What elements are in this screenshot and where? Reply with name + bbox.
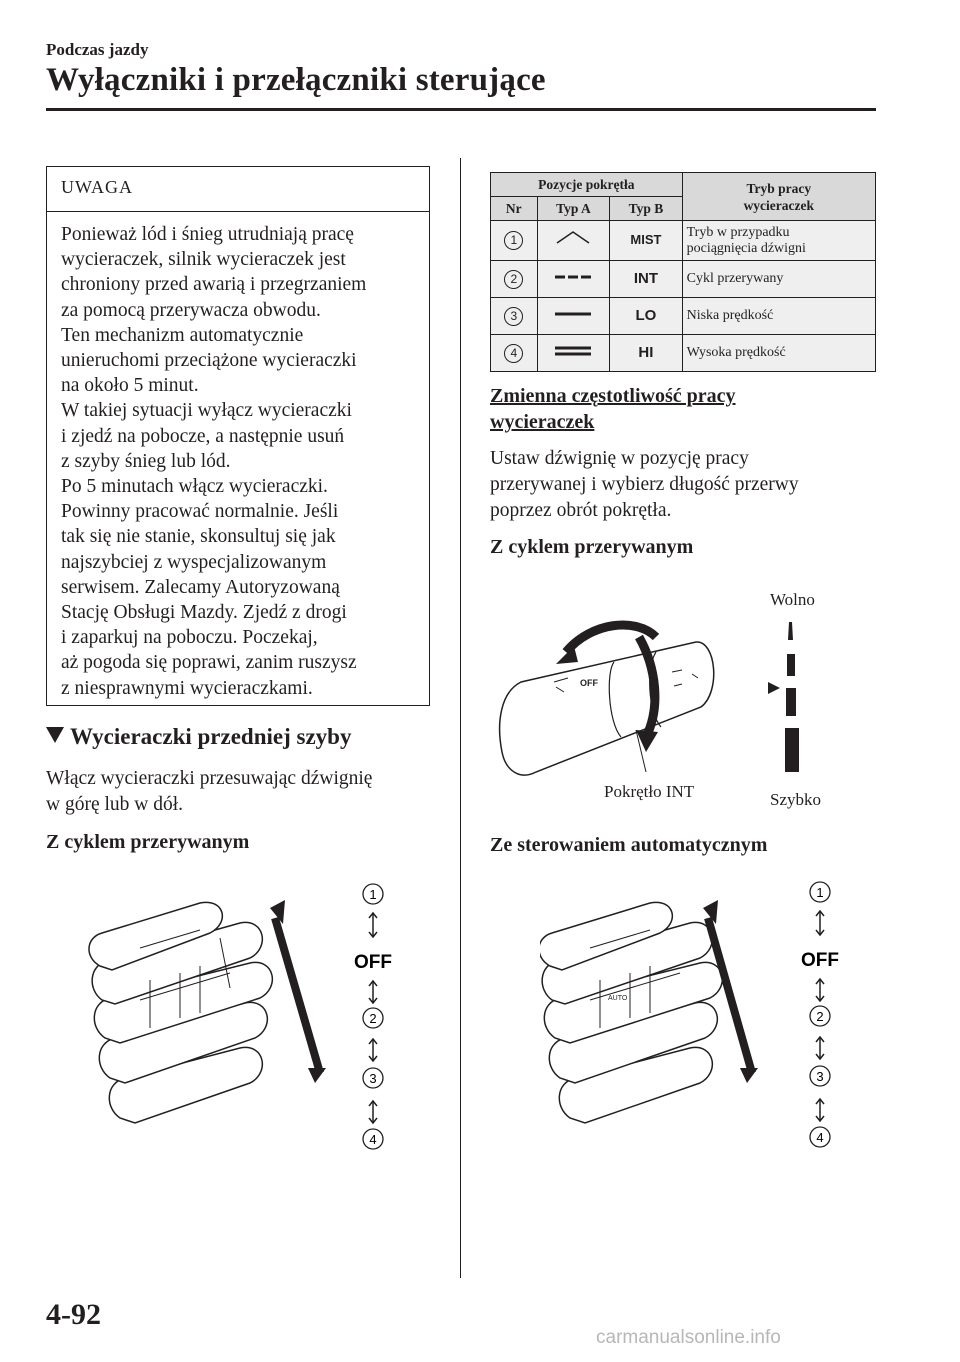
note-line: unieruchomi przeciążone wycieraczki: [61, 350, 357, 372]
lever-off-label: OFF: [580, 678, 598, 688]
sequence-label: 3: [369, 1071, 377, 1086]
note-line: W takiej sytuacji wyłącz wycieraczki: [61, 400, 352, 422]
mode-description: Cykl przerywany: [682, 261, 875, 298]
note-line: z szyby śnieg lub lód.: [61, 450, 231, 472]
int-knob-illustration: [496, 612, 726, 782]
note-line: na około 5 minut.: [61, 375, 199, 397]
paragraph-line: Włącz wycieraczki przesuwając dźwignię: [46, 768, 373, 789]
sequence-label: 2: [816, 1009, 824, 1024]
paragraph-line: przerywanej i wybierz długość przerwy: [490, 474, 799, 495]
table-header-type-b: Typ B: [610, 197, 682, 221]
paragraph-line: w górę lub w dół.: [46, 794, 184, 815]
paragraph-line: Ustaw dźwignię w pozycję pracy: [490, 448, 749, 469]
sequence-label: 4: [369, 1132, 377, 1147]
row-number: 4: [504, 344, 523, 363]
type-b-label: HI: [638, 344, 654, 361]
note-line: chroniony przed awarią i przegrzaniem: [61, 274, 367, 296]
row-number: 2: [504, 270, 523, 289]
int-dashes-icon: [551, 272, 595, 282]
note-line: Po 5 minutach włącz wycieraczki.: [61, 476, 328, 498]
table-row: [491, 221, 876, 261]
note-line: aż pogoda się poprawi, zanim ruszysz: [61, 652, 357, 674]
sequence-label: 1: [369, 887, 377, 902]
slow-caption: Wolno: [770, 590, 815, 609]
table-row: [491, 298, 876, 335]
mist-chevron-icon: [553, 230, 593, 246]
caution-note: [46, 166, 430, 706]
updown-arrow-icon: [369, 1039, 377, 1061]
pointer-icon: [768, 682, 780, 694]
table-header-mode: [682, 173, 875, 221]
note-line: Stację Obsługi Mazdy. Zjedź z drogi: [61, 602, 347, 624]
sequence-off: OFF: [354, 952, 392, 973]
auto-wiper-lever-illustration: [540, 888, 770, 1158]
wiper-lever-illustration: [80, 888, 340, 1158]
subheading: Z cyklem przerywanym: [490, 536, 694, 558]
speed-scale: [762, 618, 812, 788]
knob-position-table: [490, 172, 876, 372]
section-label: Podczas jazdy: [46, 40, 149, 59]
updown-arrow-icon: [816, 1037, 824, 1059]
watermark: carmanualsonline.info: [596, 1327, 781, 1348]
updown-arrow-icon: [369, 981, 377, 1003]
note-line: najszybciej z wyspecjalizowanym: [61, 551, 327, 573]
section-heading-text: Wycieraczki przedniej szyby: [70, 724, 352, 749]
sequence-label: 4: [816, 1130, 824, 1145]
updown-arrow-icon: [816, 979, 824, 1001]
sequence-label: 1: [816, 885, 824, 900]
subheading: Ze sterowaniem automatycznym: [490, 834, 768, 856]
note-line: i zjedź na pobocze, a następnie usuń: [61, 425, 345, 447]
note-line: wycieraczek, silnik wycieraczek jest: [61, 249, 346, 271]
page-number: 4-92: [46, 1298, 101, 1331]
updown-arrow-icon: [369, 1101, 377, 1123]
note-line: serwisem. Zalecamy Autoryzowaną: [61, 576, 340, 598]
mode-description: pociągnięcia dźwigni: [686, 240, 806, 256]
table-header-group: Pozycje pokrętła: [491, 173, 683, 197]
hi-double-line-icon: [551, 344, 595, 358]
knob-caption: Pokrętło INT: [604, 782, 695, 801]
note-heading: UWAGA: [47, 167, 429, 212]
subsection-heading-line: Zmienna częstotliwość pracy: [490, 385, 736, 407]
updown-arrow-icon: [816, 1099, 824, 1121]
section-heading: [46, 724, 351, 750]
auto-position-sequence: [792, 878, 852, 1150]
paragraph: [490, 446, 799, 524]
note-body: [47, 212, 429, 701]
fast-caption: Szybko: [770, 790, 821, 809]
note-line: Ponieważ lód i śnieg utrudniają pracę: [61, 224, 354, 245]
sequence-off: OFF: [801, 950, 839, 971]
table-header-nr: Nr: [491, 197, 538, 221]
subsection-heading: [490, 383, 736, 435]
note-line: tak się nie stanie, skonsultuj się jak: [61, 526, 336, 548]
triangle-down-icon: [46, 727, 64, 743]
type-b-label: MIST: [630, 232, 662, 247]
note-line: Ten mechanizm automatycznie: [61, 324, 304, 346]
position-sequence: [345, 880, 405, 1152]
note-line: za pomocą przerywacza obwodu.: [61, 299, 321, 321]
note-line: i zaparkuj na poboczu. Poczekaj,: [61, 627, 318, 649]
table-header-type-a: Typ A: [537, 197, 610, 221]
updown-arrow-icon: [369, 913, 377, 937]
row-number: 1: [504, 231, 523, 250]
mode-description: Niska prędkość: [682, 298, 875, 335]
table-row: [491, 261, 876, 298]
subheading: Z cyklem przerywanym: [46, 831, 250, 853]
mode-description: Wysoka prędkość: [682, 335, 875, 372]
paragraph: [46, 766, 372, 818]
paragraph-line: poprzez obrót pokrętła.: [490, 500, 672, 521]
note-line: Powinny pracować normalnie. Jeśli: [61, 501, 339, 523]
table-header-mode-line: Tryb pracy: [746, 180, 812, 196]
updown-arrow-icon: [816, 911, 824, 935]
header-rule: [46, 108, 876, 111]
mode-description: Tryb w przypadku: [686, 224, 790, 240]
note-line: z niesprawnymi wycieraczkami.: [61, 677, 313, 699]
lever-auto-label: AUTO: [608, 995, 628, 1002]
type-b-label: INT: [633, 270, 658, 287]
lo-line-icon: [551, 309, 595, 319]
table-row: [491, 335, 876, 372]
table-header-mode-line: wycieraczek: [743, 197, 815, 213]
sequence-label: 3: [816, 1069, 824, 1084]
page-title: Wyłączniki i przełączniki sterujące: [46, 62, 546, 98]
subsection-heading-line: wycieraczek: [490, 411, 595, 433]
column-divider: [460, 158, 461, 1278]
row-number: 3: [504, 307, 523, 326]
type-b-label: LO: [635, 307, 657, 324]
sequence-label: 2: [369, 1011, 377, 1026]
